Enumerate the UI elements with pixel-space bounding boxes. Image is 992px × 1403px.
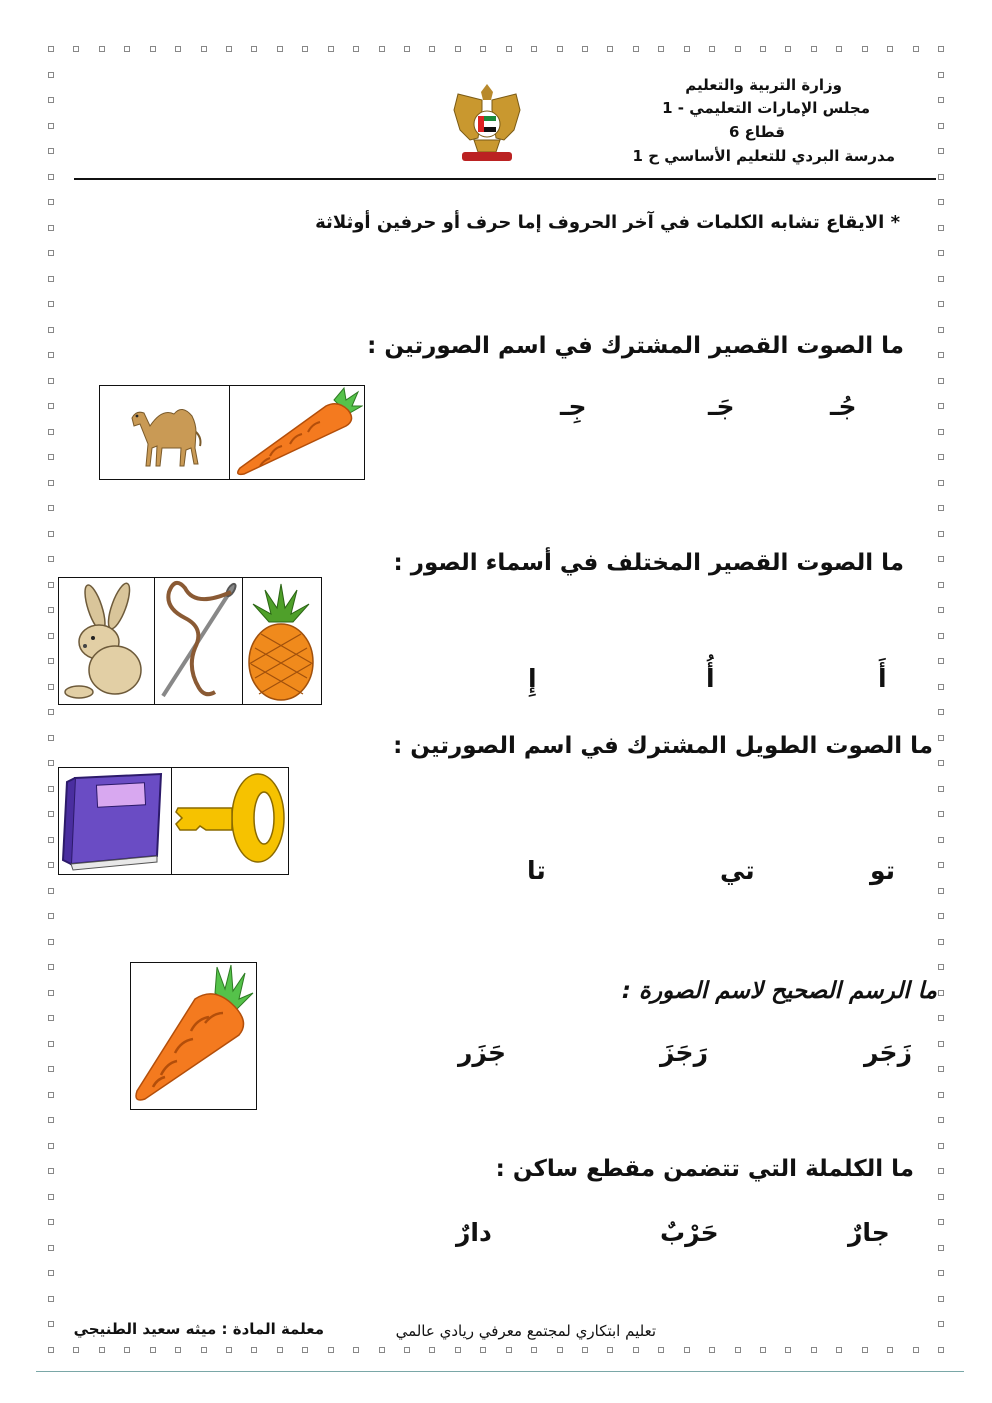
border-dot (480, 1347, 486, 1353)
border-dot (48, 786, 54, 792)
carrot-icon (230, 386, 363, 478)
border-dot (938, 480, 944, 486)
border-dot (760, 46, 766, 52)
border-dot (150, 1347, 156, 1353)
border-dot (48, 276, 54, 282)
border-dot (862, 1347, 868, 1353)
border-dot (633, 46, 639, 52)
border-dot (887, 1347, 893, 1353)
border-dot (480, 46, 486, 52)
border-dot (938, 403, 944, 409)
border-dot (760, 1347, 766, 1353)
border-dot (938, 1168, 944, 1174)
border-dot (938, 1194, 944, 1200)
border-dot (938, 276, 944, 282)
border-dot (938, 148, 944, 154)
border-dot (836, 1347, 842, 1353)
border-dot (887, 46, 893, 52)
border-dot (938, 862, 944, 868)
border-dot (938, 1270, 944, 1276)
book-icon (59, 768, 172, 873)
border-dot (455, 1347, 461, 1353)
border-dot (938, 46, 944, 52)
border-dot (938, 531, 944, 537)
q1-option-2[interactable]: جَـ (708, 392, 735, 421)
pineapple-picture (242, 577, 322, 705)
border-dot (48, 1194, 54, 1200)
border-dot (226, 46, 232, 52)
border-dot (48, 148, 54, 154)
border-dot (938, 837, 944, 843)
border-dot (175, 46, 181, 52)
border-dot (48, 1219, 54, 1225)
header-sector: قطاع 6 (729, 123, 785, 141)
border-dot (251, 46, 257, 52)
border-dot (48, 658, 54, 664)
border-dot (353, 46, 359, 52)
border-dot (531, 1347, 537, 1353)
key-icon (172, 768, 287, 873)
border-dot (251, 1347, 257, 1353)
q4-option-1[interactable]: زَجَر (864, 1038, 912, 1067)
border-dot (48, 760, 54, 766)
border-dot (811, 1347, 817, 1353)
q2-option-2[interactable]: أُ (706, 664, 715, 693)
q2-option-3[interactable]: إِ (528, 664, 537, 693)
border-dot (48, 862, 54, 868)
question-4: ما الرسم الصحيح لاسم الصورة : (621, 978, 937, 1004)
header-school: مدرسة البردي للتعليم الأساسي ح 1 (632, 147, 895, 165)
rabbit-icon (59, 578, 154, 703)
camel-picture (99, 385, 231, 480)
border-dot (328, 46, 334, 52)
border-dot (48, 1245, 54, 1251)
border-dot (938, 735, 944, 741)
border-dot (48, 225, 54, 231)
border-dot (582, 1347, 588, 1353)
border-dot (48, 174, 54, 180)
border-dot (938, 174, 944, 180)
border-dot (455, 46, 461, 52)
border-dot (658, 1347, 664, 1353)
border-dot (150, 46, 156, 52)
border-dot (531, 46, 537, 52)
border-dot (938, 1321, 944, 1327)
book-picture (58, 767, 174, 875)
border-dot (302, 1347, 308, 1353)
border-dot (302, 46, 308, 52)
needle-thread-picture (154, 577, 244, 705)
border-dot (48, 454, 54, 460)
border-dot (938, 1219, 944, 1225)
border-dot (938, 582, 944, 588)
border-dot (48, 1041, 54, 1047)
border-dot (48, 1015, 54, 1021)
border-dot (48, 97, 54, 103)
border-dot (938, 505, 944, 511)
border-dot (938, 811, 944, 817)
border-dot (938, 709, 944, 715)
uae-emblem-icon (452, 80, 522, 168)
border-dot (938, 913, 944, 919)
border-dot (201, 1347, 207, 1353)
border-dot (379, 46, 385, 52)
border-dot (735, 1347, 741, 1353)
q4-option-3[interactable]: جَزَر (458, 1038, 506, 1067)
border-dot (404, 1347, 410, 1353)
border-dot (836, 46, 842, 52)
carrot-picture (229, 385, 365, 480)
footer-teacher: معلمة المادة : ميثه سعيد الطنيجي (73, 1320, 324, 1338)
border-dot (938, 658, 944, 664)
border-dot (785, 46, 791, 52)
border-dot (557, 1347, 563, 1353)
border-dot (938, 1041, 944, 1047)
border-dot (328, 1347, 334, 1353)
border-dot (73, 46, 79, 52)
border-dot (938, 199, 944, 205)
border-dot (48, 939, 54, 945)
border-dot (938, 301, 944, 307)
border-dot (48, 1066, 54, 1072)
border-dot (48, 429, 54, 435)
border-dot (938, 327, 944, 333)
footer-rule (36, 1371, 964, 1372)
border-dot (277, 46, 283, 52)
border-dot (277, 1347, 283, 1353)
border-dot (48, 480, 54, 486)
border-dot (709, 46, 715, 52)
border-dot (684, 1347, 690, 1353)
border-dot (633, 1347, 639, 1353)
question-2: ما الصوت القصير المختلف في أسماء الصور : (393, 550, 904, 576)
border-dot (938, 1245, 944, 1251)
border-dot (607, 1347, 613, 1353)
q3-option-1[interactable]: تو (870, 856, 896, 885)
border-dot (99, 1347, 105, 1353)
border-dot (48, 72, 54, 78)
q5-option-3[interactable]: دارٌ (456, 1218, 492, 1247)
border-dot (938, 72, 944, 78)
border-dot (48, 531, 54, 537)
border-dot (709, 1347, 715, 1353)
border-dot (353, 1347, 359, 1353)
footer-slogan: تعليم ابتكاري لمجتمع معرفي ريادي عالمي (395, 1322, 656, 1340)
border-dot (938, 1092, 944, 1098)
question-3: ما الصوت الطويل المشترك في اسم الصورتين : (393, 733, 933, 759)
border-dot (48, 582, 54, 588)
q1-option-1[interactable]: جُـ (830, 392, 857, 421)
border-dot (201, 46, 207, 52)
q5-option-2[interactable]: حَرْبٌ (660, 1218, 719, 1247)
border-dot (73, 1347, 79, 1353)
border-dot (582, 46, 588, 52)
border-dot (175, 1347, 181, 1353)
header-divider (74, 178, 936, 180)
border-dot (938, 1143, 944, 1149)
border-dot (429, 1347, 435, 1353)
pineapple-icon (243, 578, 320, 703)
border-dot (735, 46, 741, 52)
border-dot (938, 964, 944, 970)
border-dot (48, 633, 54, 639)
border-dot (48, 1143, 54, 1149)
border-dot (938, 888, 944, 894)
border-dot (658, 46, 664, 52)
border-dot (48, 46, 54, 52)
border-dot (48, 964, 54, 970)
border-dot (48, 1347, 54, 1353)
q3-option-3[interactable]: تا (527, 856, 546, 885)
border-dot (48, 403, 54, 409)
border-dot (938, 97, 944, 103)
border-dot (913, 1347, 919, 1353)
border-dot (938, 250, 944, 256)
question-1: ما الصوت القصير المشترك في اسم الصورتين : (367, 333, 904, 359)
border-dot (379, 1347, 385, 1353)
border-dot (48, 199, 54, 205)
border-dot (938, 684, 944, 690)
border-dot (48, 1321, 54, 1327)
border-dot (99, 46, 105, 52)
carrot-large-icon (131, 963, 255, 1108)
border-dot (913, 46, 919, 52)
border-dot (48, 378, 54, 384)
border-dot (48, 1117, 54, 1123)
border-dot (48, 123, 54, 129)
border-dot (938, 556, 944, 562)
q3-option-2[interactable]: تي (720, 856, 755, 885)
border-dot (938, 939, 944, 945)
border-dot (785, 1347, 791, 1353)
border-dot (48, 735, 54, 741)
border-dot (684, 46, 690, 52)
border-dot (938, 1015, 944, 1021)
intro-note: * الايقاع تشابه الكلمات في آخر الحروف إما حرف أو حرفين أوثلاثة (315, 212, 900, 233)
border-dot (938, 454, 944, 460)
border-dot (124, 46, 130, 52)
border-dot (938, 786, 944, 792)
camel-icon (100, 386, 229, 478)
q5-option-1[interactable]: جارٌ (848, 1218, 890, 1247)
q4-option-2[interactable]: رَجَزَ (660, 1038, 708, 1067)
border-dot (429, 46, 435, 52)
border-dot (938, 607, 944, 613)
q1-option-3[interactable]: جِـ (560, 392, 587, 421)
border-dot (938, 378, 944, 384)
border-dot (48, 684, 54, 690)
q2-option-1[interactable]: أَ (878, 664, 887, 693)
border-dot (48, 1168, 54, 1174)
border-dot (48, 301, 54, 307)
border-dot (938, 1066, 944, 1072)
border-dot (48, 505, 54, 511)
header-ministry: وزارة التربية والتعليم (685, 76, 842, 94)
carrot-large-picture (130, 962, 257, 1110)
border-dot (48, 811, 54, 817)
border-dot (811, 46, 817, 52)
border-dot (557, 46, 563, 52)
border-dot (226, 1347, 232, 1353)
border-dot (124, 1347, 130, 1353)
border-dot (607, 46, 613, 52)
border-dot (938, 352, 944, 358)
border-dot (938, 1117, 944, 1123)
border-dot (938, 123, 944, 129)
border-dot (48, 1092, 54, 1098)
border-dot (938, 1296, 944, 1302)
border-dot (48, 250, 54, 256)
border-dot (938, 760, 944, 766)
border-dot (938, 1347, 944, 1353)
key-picture (171, 767, 289, 875)
border-dot (48, 990, 54, 996)
border-dot (506, 46, 512, 52)
header-council: مجلس الإمارات التعليمي - 1 (662, 99, 870, 117)
border-dot (48, 327, 54, 333)
border-dot (938, 633, 944, 639)
border-dot (48, 837, 54, 843)
border-dot (48, 709, 54, 715)
border-dot (48, 1296, 54, 1302)
border-dot (48, 607, 54, 613)
border-dot (506, 1347, 512, 1353)
border-dot (938, 990, 944, 996)
border-dot (938, 429, 944, 435)
rabbit-picture (58, 577, 156, 705)
border-dot (48, 1270, 54, 1276)
border-dot (48, 556, 54, 562)
border-dot (862, 46, 868, 52)
question-5: ما الكلملة التي تتضمن مقطع ساكن : (495, 1156, 914, 1182)
border-dot (938, 225, 944, 231)
border-dot (404, 46, 410, 52)
needle-thread-icon (155, 578, 242, 703)
border-dot (48, 913, 54, 919)
border-dot (48, 888, 54, 894)
border-dot (48, 352, 54, 358)
